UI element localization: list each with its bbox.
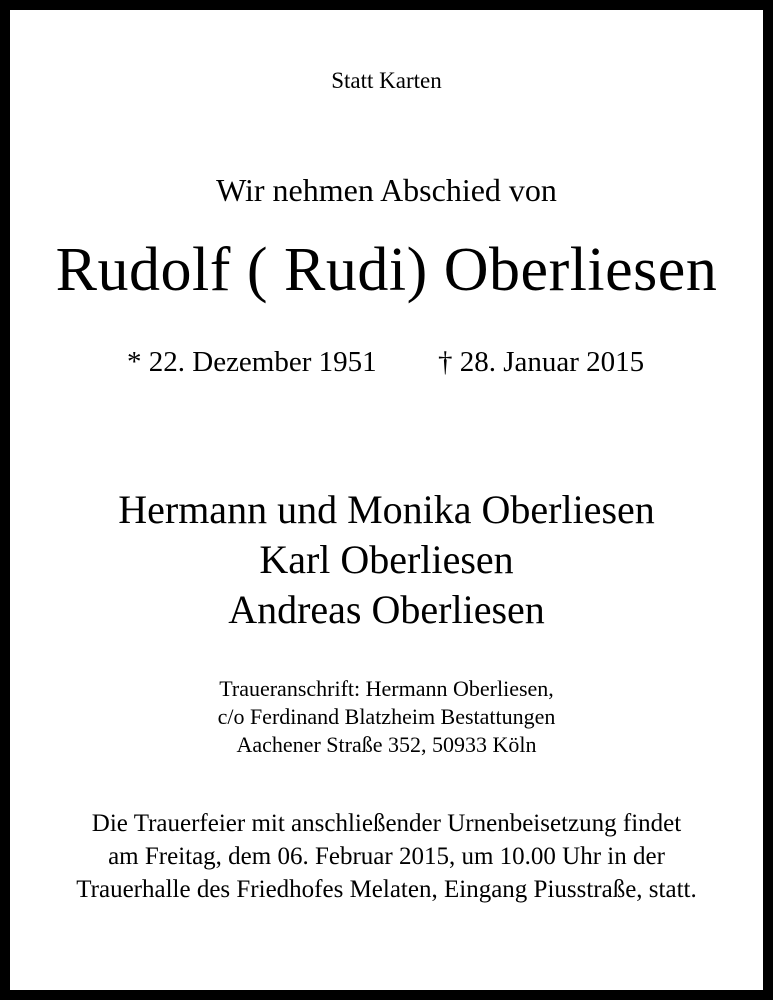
address-line: c/o Ferdinand Blatzheim Bestattungen (217, 704, 556, 729)
mourner-name: Karl Oberliesen (259, 537, 514, 582)
address-line: Traueranschrift: Hermann Oberliesen, (219, 676, 554, 701)
mourners-list (10, 485, 763, 635)
service-line: Die Trauerfeier mit anschließender Urnenbeisetzung findet (91, 810, 682, 837)
intro-text: Wir nehmen Abschied von (216, 172, 557, 208)
header-text: Statt Karten (331, 68, 442, 93)
birth-date: * 22. Dezember 1951 (127, 346, 377, 378)
mourner-name: Andreas Oberliesen (228, 587, 545, 632)
service-info (10, 807, 763, 906)
mourner-name: Hermann und Monika Oberliesen (118, 487, 655, 532)
address-line: Aachener Straße 352, 50933 Köln (236, 732, 537, 757)
deceased-name: Rudolf ( Rudi) Oberliesen (55, 236, 718, 304)
service-line: Trauerhalle des Friedhofes Melaten, Eingang Piusstraße, statt. (76, 876, 697, 903)
death-date: † 28. Januar 2015 (438, 346, 645, 378)
mourning-address (10, 675, 763, 759)
service-line: am Freitag, dem 06. Februar 2015, um 10.00 Uhr in der (108, 843, 665, 870)
